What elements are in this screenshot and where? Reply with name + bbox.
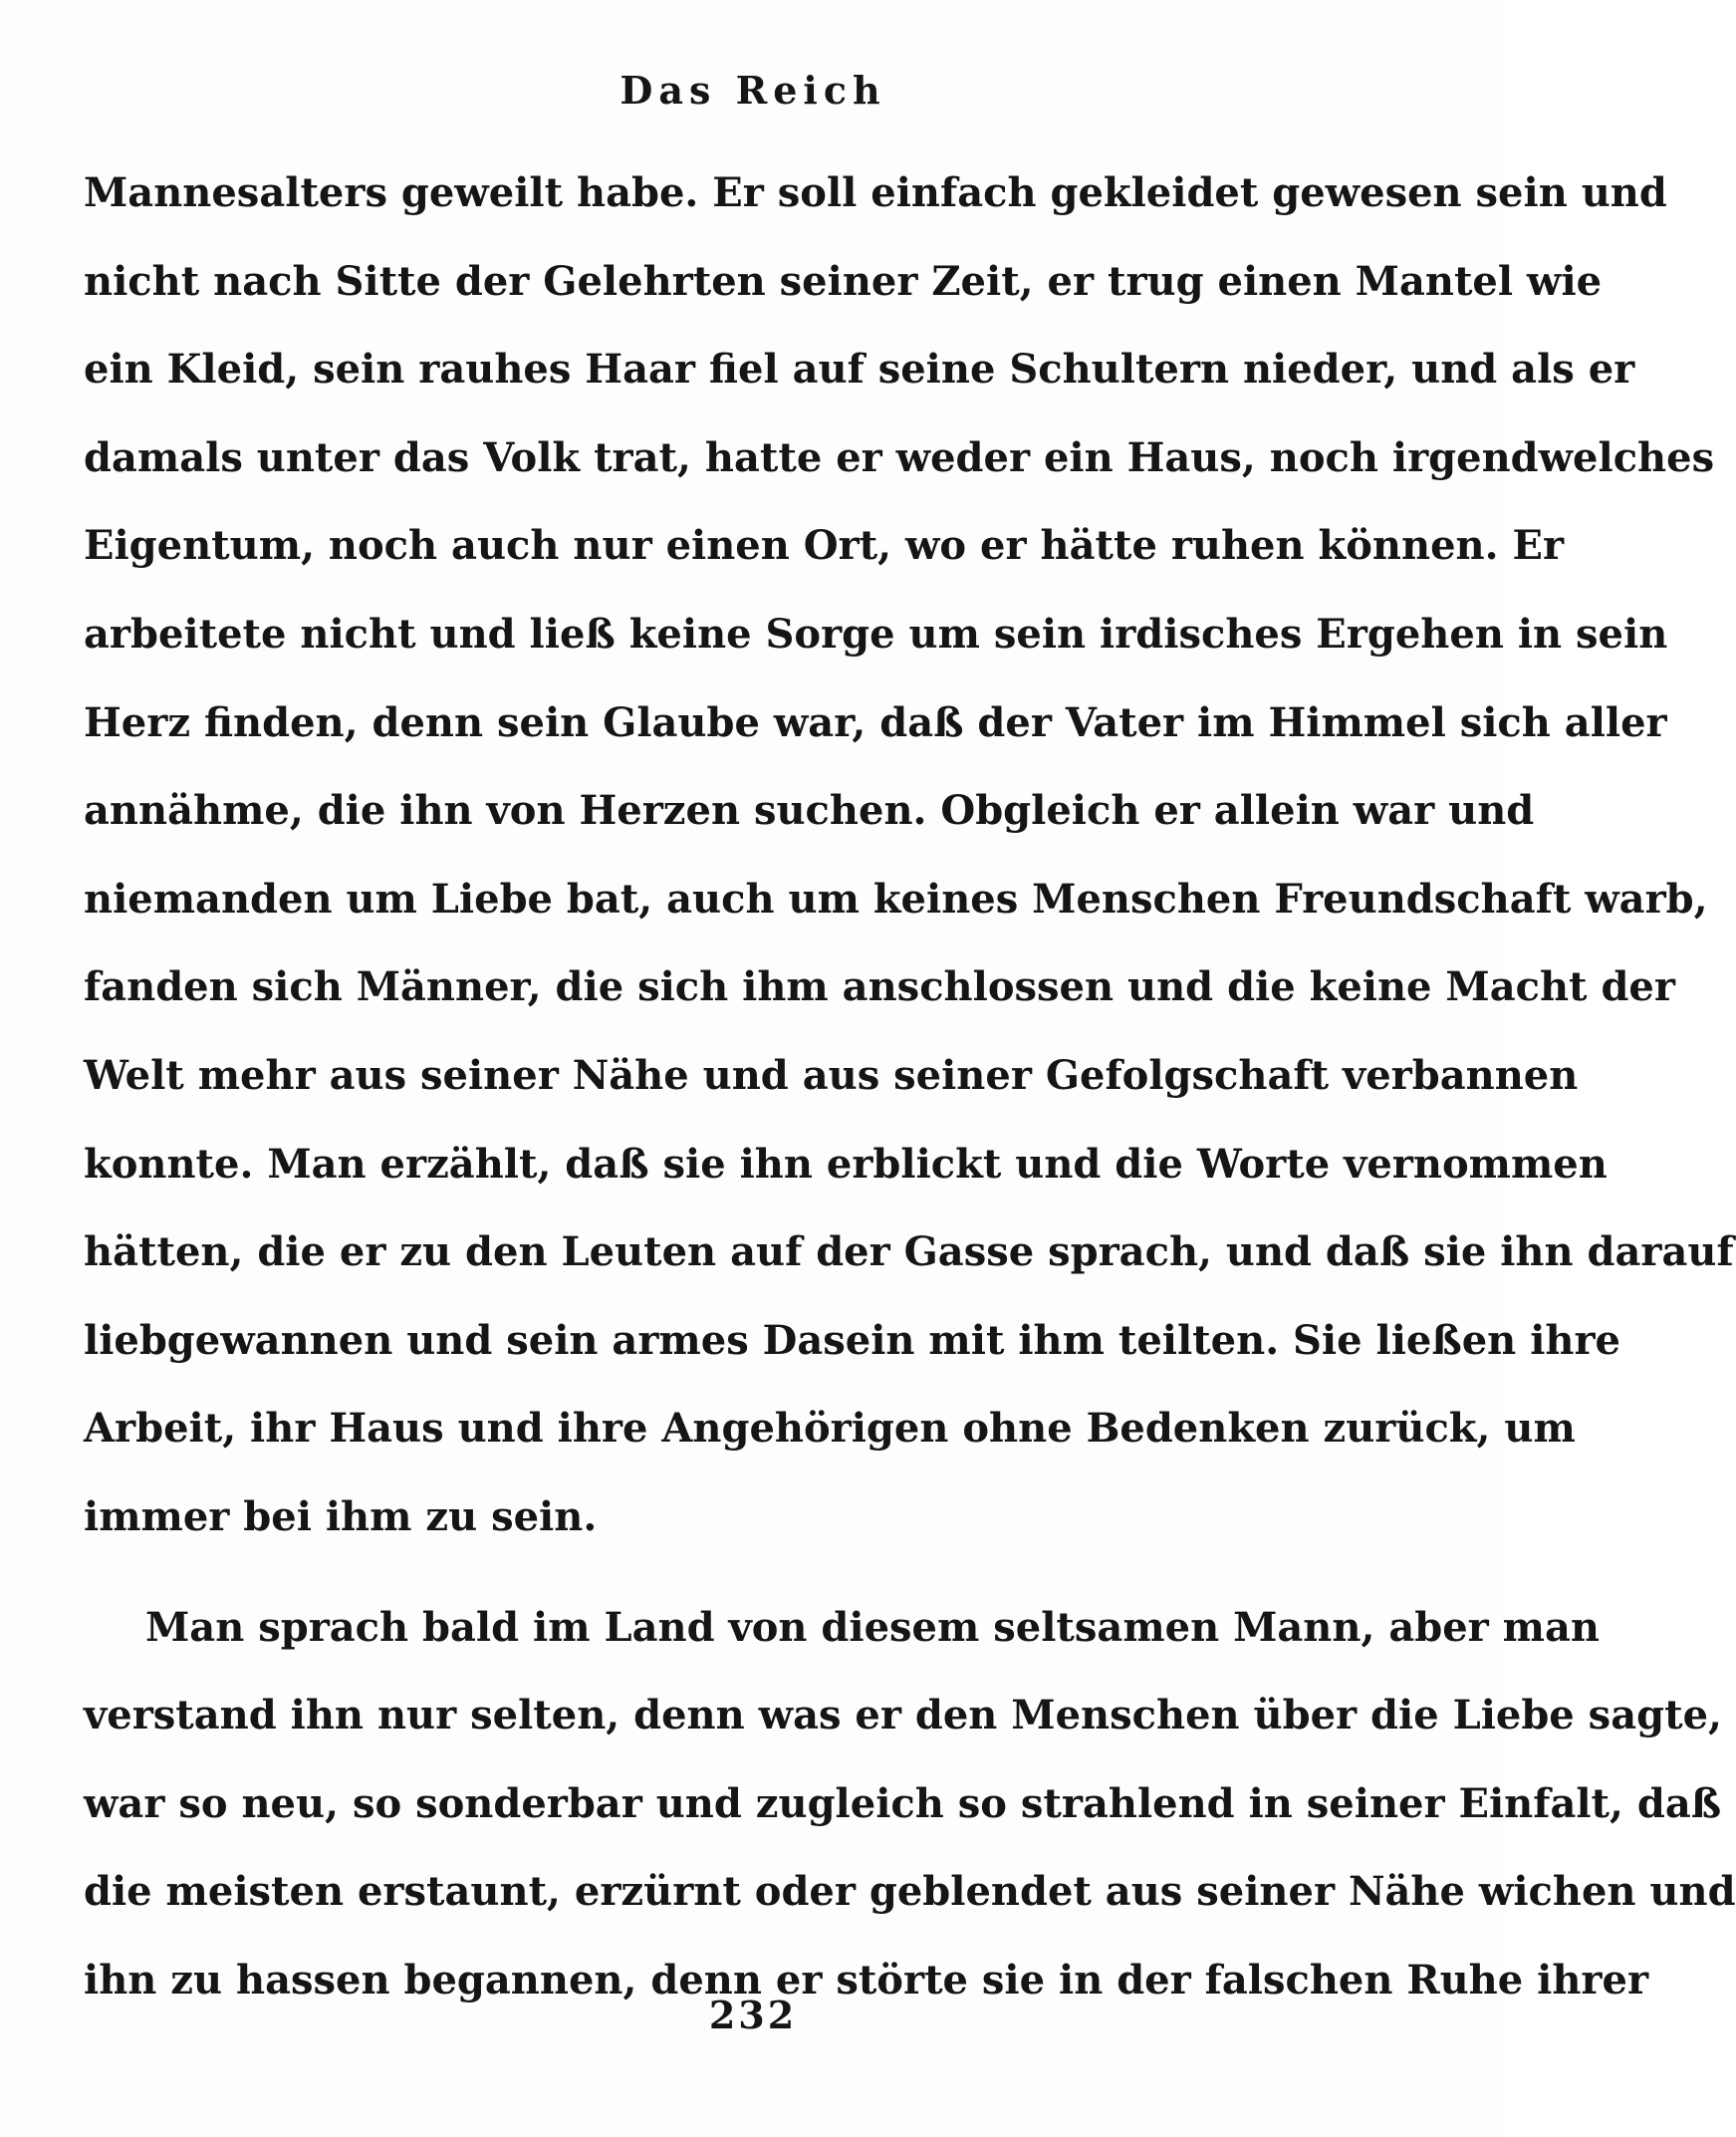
text-line: fanden sich Männer, die sich ihm anschlossen und die keine Macht der [84,963,1675,1011]
text-line: ihn zu hassen begannen, denn er störte sie in der falschen Ruhe ihrer [84,1956,1649,2003]
text-line: Mannesalters geweilt habe. Er soll einfach gekleidet gewesen sein und [84,169,1667,216]
text-line: war so neu, so sonderbar und zugleich so strahlend in seiner Einfalt, daß [84,1779,1722,1827]
text-line: immer bei ihm zu sein. [84,1492,598,1540]
text-line: niemanden um Liebe bat, auch um keines Menschen Freundschaft warb, [84,875,1708,923]
text-line: verstand ihn nur selten, denn was er den Menschen über die Liebe sagte, [84,1692,1722,1739]
text-line: konnte. Man erzählt, daß sie ihn erblickt und die Worte vernommen [84,1140,1608,1188]
running-head: Das Reich [620,68,886,113]
text-line: Eigentum, noch auch nur einen Ort, wo er hätte ruhen können. Er [84,522,1565,570]
paragraph-1 [84,149,1734,1562]
text-line: arbeitete nicht und ließ keine Sorge um sein irdisches Ergehen in sein [84,610,1668,658]
text-line: annähme, die ihn von Herzen suchen. Obgleich er allein war und [84,787,1535,835]
text-line: liebgewannen und sein armes Dasein mit ihm teilten. Sie ließen ihre [84,1316,1620,1364]
body-text [84,149,1736,2024]
text-line: Man sprach bald im Land von diesem seltsamen Mann, aber man [145,1603,1600,1651]
text-line: ein Kleid, sein rauhes Haar fiel auf seine Schultern nieder, und als er [84,346,1635,394]
page-number: 232 [708,1993,798,2037]
paragraph-2 [84,1584,1736,2025]
text-line: Welt mehr aus seiner Nähe und aus seiner Gefolgschaft verbannen [84,1051,1579,1099]
text-line: Herz finden, denn sein Glaube war, daß der Vater im Himmel sich aller [84,698,1667,746]
text-line: hätten, die er zu den Leuten auf der Gasse sprach, und daß sie ihn darauf [84,1228,1734,1276]
text-line: damals unter das Volk trat, hatte er weder ein Haus, noch irgendwelches [84,433,1715,481]
text-line: nicht nach Sitte der Gelehrten seiner Zeit, er trug einen Mantel wie [84,257,1603,305]
text-line: Arbeit, ihr Haus und ihre Angehörigen ohne Bedenken zurück, um [84,1405,1576,1453]
text-line: die meisten erstaunt, erzürnt oder geblendet aus seiner Nähe wichen und [84,1868,1736,1916]
